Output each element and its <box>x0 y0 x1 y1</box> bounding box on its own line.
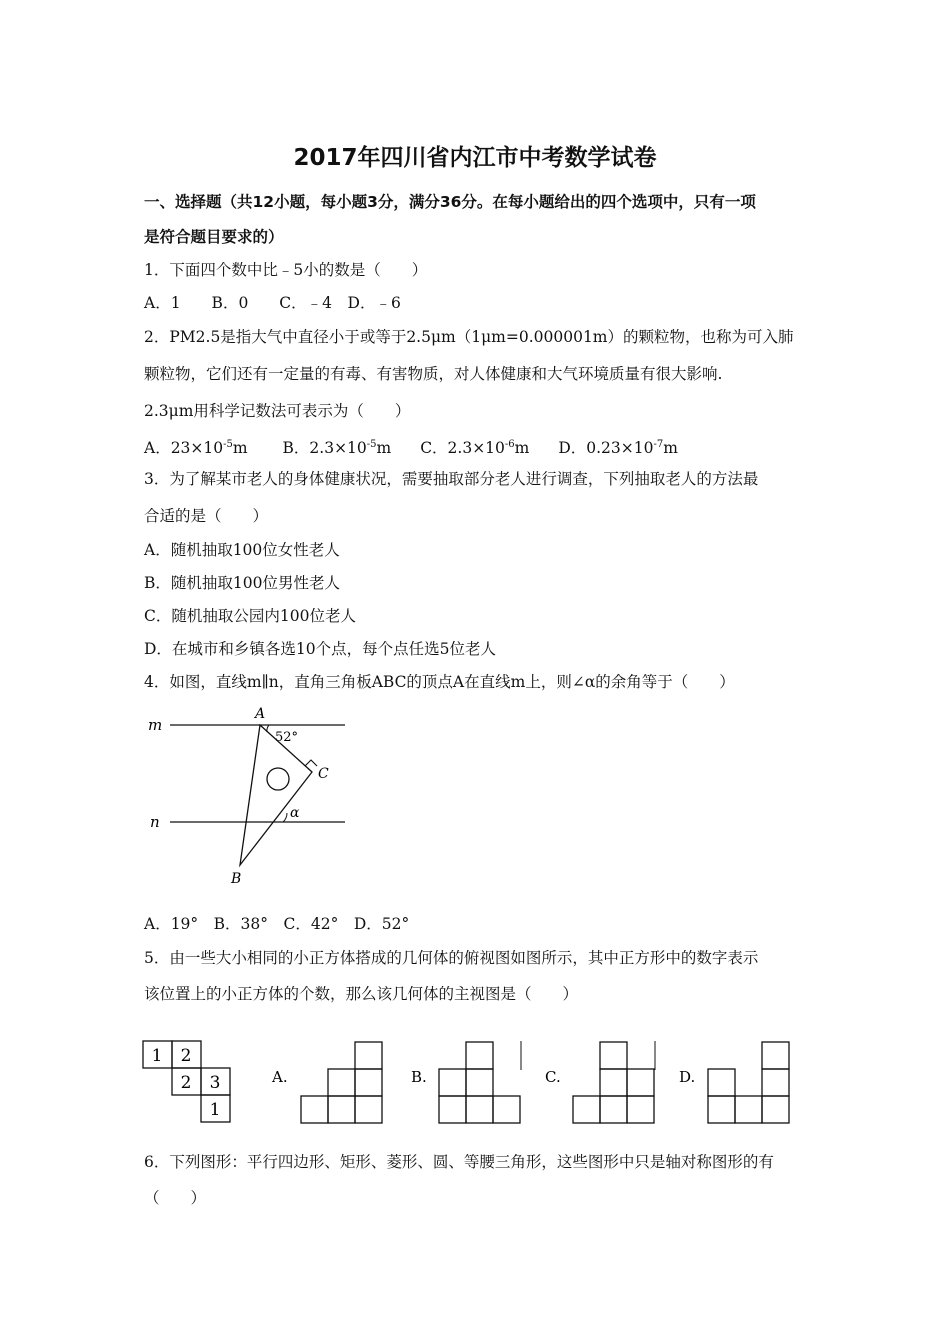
option-label-d: D. <box>679 1068 696 1086</box>
question-2-line-2: 颗粒物，它们还有一定量的有毒、有害物质，对人体健康和大气环境质量有很大影响. <box>144 365 723 383</box>
option-b-front-view <box>439 1042 520 1123</box>
grid-number: 1 <box>151 1046 163 1066</box>
triangle-abc <box>240 725 312 865</box>
option-a-front-view <box>301 1042 382 1123</box>
grid-number: 3 <box>209 1073 221 1093</box>
question-2-line-3: 2.3μm用科学记数法可表示为（ ） <box>144 402 411 420</box>
question-4-stem: 4．如图，直线m∥n，直角三角板ABC的顶点A在直线m上，则∠α的余角等于（ ） <box>144 673 735 691</box>
option-c-front-view <box>573 1042 654 1123</box>
triangle-parallel-lines-figure <box>140 700 360 895</box>
label-c: C <box>318 766 329 782</box>
angle-alpha-arc <box>283 813 287 822</box>
choice-d: D．$0.23\times 10^{-7}m$ <box>558 439 678 458</box>
option-label-b: B. <box>411 1068 427 1086</box>
question-3-line-1: 3．为了解某市老人的身体健康状况，需要抽取部分老人进行调查，下列抽取老人的方法最 <box>144 470 759 488</box>
label-n: n <box>150 813 160 831</box>
choice-c: C．$2.3\times 10^{-6}m$ <box>420 439 530 458</box>
question-3-choice-a: A．随机抽取100位女性老人 <box>144 541 340 559</box>
question-3-choice-b: B．随机抽取100位男性老人 <box>144 574 340 592</box>
page-title: 2017年四川省内江市中考数学试卷 <box>293 145 657 171</box>
question-6-line-1: 6．下列图形：平行四边形、矩形、菱形、圆、等腰三角形，这些图形中只是轴对称图形的有 <box>144 1153 774 1171</box>
grid-number: 2 <box>180 1046 192 1066</box>
question-2-line-1: 2．PM2.5是指大气中直径小于或等于2.5μm（1μm=0.000001m）的颗粒物，也称为可入肺 <box>144 328 794 346</box>
top-view-and-options-figure <box>138 1036 798 1128</box>
option-d-front-view <box>708 1042 789 1123</box>
question-4-choices: A．19° B．38° C．42° D．52° <box>144 915 410 933</box>
option-label-c: C. <box>545 1068 561 1086</box>
angle-52-label: 52° <box>275 730 299 745</box>
choice-b: B．$2.3\times 10^{-5}m$ <box>282 439 392 458</box>
label-m: m <box>148 716 163 734</box>
angle-alpha-label: α <box>290 805 300 821</box>
option-label-a: A. <box>272 1068 288 1086</box>
grid-number: 2 <box>180 1073 192 1093</box>
label-b: B <box>231 871 242 887</box>
grid-number: 1 <box>209 1100 221 1120</box>
section-heading-line-1: 一、选择题（共12小题，每小题3分，满分36分。在每小题给出的四个选项中，只有一项 <box>144 193 756 211</box>
question-3-choice-c: C．随机抽取公园内100位老人 <box>144 607 356 625</box>
question-5-line-2: 该位置上的小正方体的个数，那么该几何体的主视图是（ ） <box>144 985 579 1003</box>
question-6-line-2: （ ） <box>144 1189 207 1207</box>
question-1-stem: 1．下面四个数中比﹣5小的数是（ ） <box>144 261 428 279</box>
angle-52-arc <box>267 725 269 732</box>
triangle-hole <box>267 768 289 790</box>
question-3-choice-d: D．在城市和乡镇各选10个点，每个点任选5位老人 <box>144 640 497 658</box>
label-a: A <box>255 706 266 722</box>
question-5-line-1: 5．由一些大小相同的小正方体搭成的几何体的俯视图如图所示，其中正方形中的数字表示 <box>144 949 759 967</box>
question-1-choices: A．1 B．0 C．﹣4 D．﹣6 <box>144 294 401 312</box>
question-3-line-2: 合适的是（ ） <box>144 507 269 525</box>
right-angle-mark <box>305 760 317 766</box>
choice-a: A．$23\times 10^{-5}m$ <box>144 439 248 458</box>
section-heading-line-2: 是符合题目要求的） <box>144 228 284 246</box>
question-2-choices <box>144 435 678 458</box>
